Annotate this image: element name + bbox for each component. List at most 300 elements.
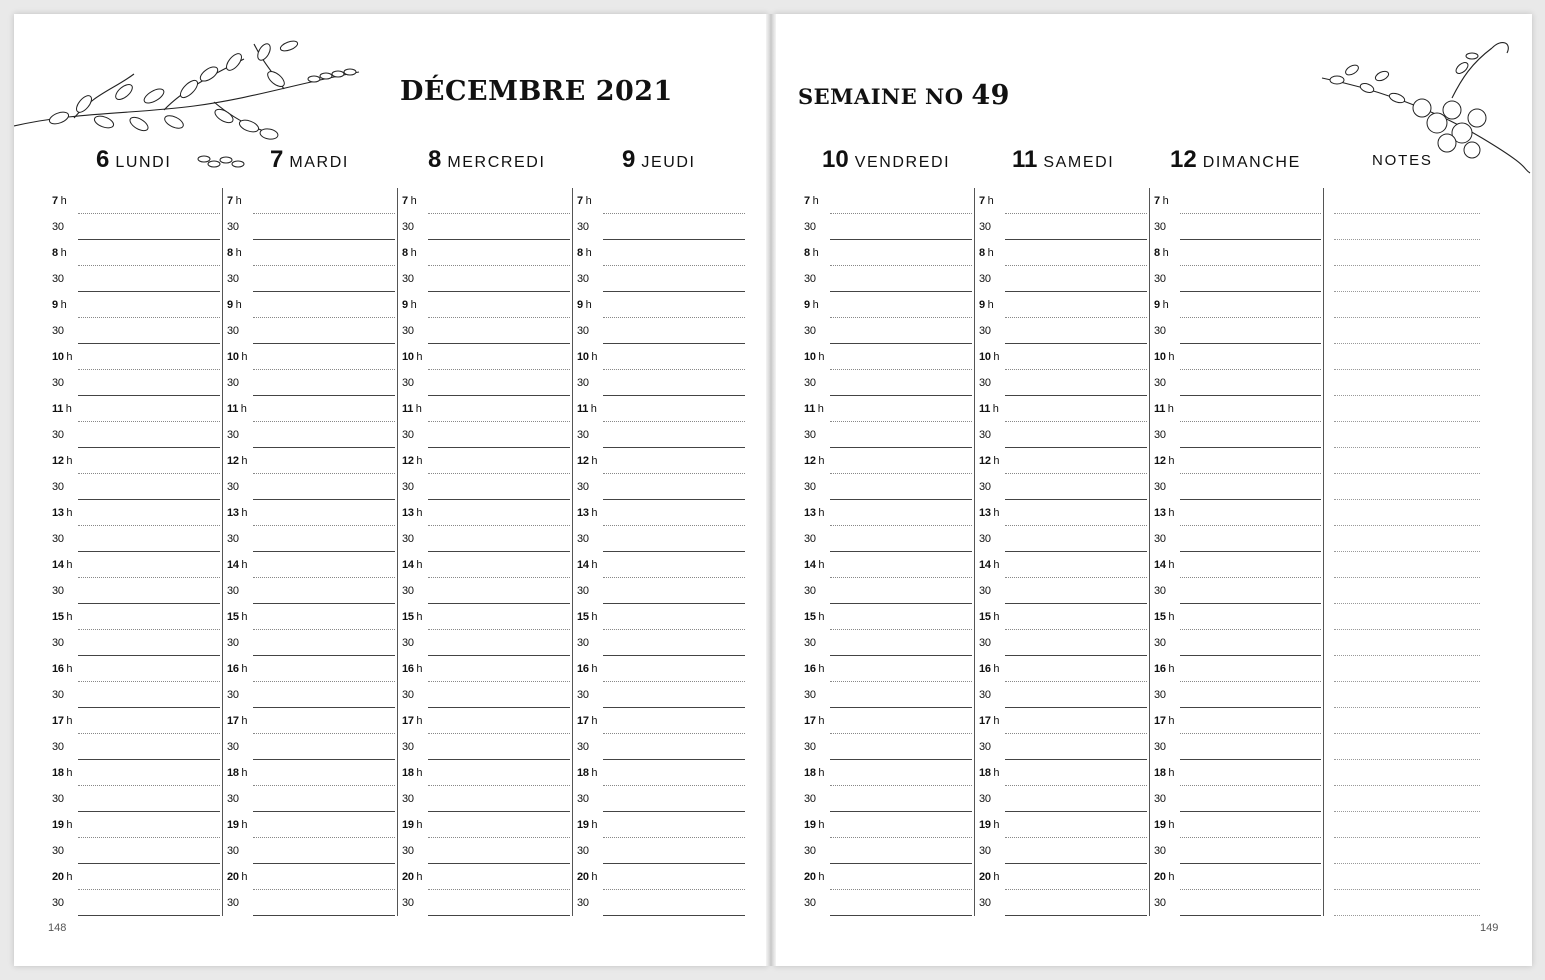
hour-label: 15 h [804, 611, 825, 623]
time-slot-half[interactable] [573, 318, 747, 344]
time-slot-hour[interactable] [1150, 500, 1323, 526]
time-slot-half[interactable] [573, 682, 747, 708]
time-slot-half[interactable] [1150, 682, 1323, 708]
time-slot-hour[interactable] [573, 292, 747, 318]
time-slot-half[interactable] [1150, 578, 1323, 604]
hour-label: 10 h [227, 351, 248, 363]
day-column-jeudi [573, 188, 747, 916]
hour-label: 11 h [979, 403, 999, 415]
time-slot-hour[interactable] [573, 552, 747, 578]
note-line[interactable] [1334, 552, 1480, 578]
time-slot-hour[interactable] [800, 760, 974, 786]
time-slot-hour[interactable] [398, 344, 572, 370]
note-line[interactable] [1334, 578, 1480, 604]
time-slot-half[interactable] [1150, 734, 1323, 760]
time-slot-half[interactable] [223, 318, 397, 344]
note-line[interactable] [1334, 318, 1480, 344]
time-slot-half[interactable] [48, 578, 222, 604]
time-slot-hour[interactable] [398, 292, 572, 318]
time-slot-hour[interactable] [223, 552, 397, 578]
time-slot-hour[interactable] [1150, 344, 1323, 370]
note-line[interactable] [1334, 812, 1480, 838]
time-slot-hour[interactable] [48, 656, 222, 682]
time-slot-hour[interactable] [975, 760, 1149, 786]
time-slot-half[interactable] [48, 214, 222, 240]
note-line[interactable] [1334, 370, 1480, 396]
time-slot-half[interactable] [1150, 890, 1323, 916]
time-slot-hour[interactable] [48, 188, 222, 214]
time-slot-half[interactable] [573, 734, 747, 760]
hour-label: 18 h [402, 767, 423, 779]
time-slot-half[interactable] [975, 630, 1149, 656]
time-slot-half[interactable] [1150, 474, 1323, 500]
time-slot-half[interactable] [975, 578, 1149, 604]
time-slot-hour[interactable] [573, 604, 747, 630]
time-slot-hour[interactable] [398, 500, 572, 526]
time-slot-hour[interactable] [573, 812, 747, 838]
time-slot-hour[interactable] [1150, 552, 1323, 578]
time-slot-hour[interactable] [398, 864, 572, 890]
time-slot-hour[interactable] [975, 708, 1149, 734]
time-slot-hour[interactable] [398, 812, 572, 838]
time-slot-hour[interactable] [398, 396, 572, 422]
half-hour-label: 30 [52, 221, 64, 233]
time-slot-half[interactable] [975, 422, 1149, 448]
time-slot-half[interactable] [573, 786, 747, 812]
time-slot-hour[interactable] [48, 708, 222, 734]
hour-label: 14 h [804, 559, 825, 571]
day-header-mercredi [428, 146, 546, 174]
time-slot-hour[interactable] [800, 708, 974, 734]
time-slot-half[interactable] [573, 474, 747, 500]
time-slot-hour[interactable] [975, 864, 1149, 890]
time-slot-half[interactable] [398, 578, 572, 604]
hour-label: 18 h [804, 767, 825, 779]
time-slot-hour[interactable] [975, 812, 1149, 838]
time-slot-half[interactable] [573, 422, 747, 448]
time-slot-half[interactable] [223, 422, 397, 448]
time-slot-hour[interactable] [223, 188, 397, 214]
note-line[interactable] [1334, 474, 1480, 500]
time-slot-hour[interactable] [1150, 604, 1323, 630]
time-slot-half[interactable] [1150, 266, 1323, 292]
time-slot-half[interactable] [800, 838, 974, 864]
day-header-dimanche [1170, 146, 1301, 174]
time-slot-hour[interactable] [398, 552, 572, 578]
time-slot-hour[interactable] [975, 500, 1149, 526]
time-slot-hour[interactable] [1150, 812, 1323, 838]
time-slot-half[interactable] [800, 890, 974, 916]
hour-label: 7 h [227, 195, 242, 207]
time-slot-half[interactable] [223, 786, 397, 812]
time-slot-half[interactable] [573, 370, 747, 396]
time-slot-hour[interactable] [1150, 864, 1323, 890]
time-slot-half[interactable] [398, 630, 572, 656]
time-slot-hour[interactable] [48, 396, 222, 422]
time-slot-half[interactable] [975, 370, 1149, 396]
time-slot-half[interactable] [48, 474, 222, 500]
time-slot-half[interactable] [800, 214, 974, 240]
half-hour-label: 30 [227, 637, 239, 649]
time-slot-hour[interactable] [223, 708, 397, 734]
time-slot-hour[interactable] [223, 656, 397, 682]
day-name: DIMANCHE [1202, 154, 1301, 171]
half-hour-label: 30 [52, 793, 64, 805]
half-hour-label: 30 [804, 533, 816, 545]
half-hour-label: 30 [1154, 429, 1166, 441]
half-hour-label: 30 [402, 273, 414, 285]
time-slot-half[interactable] [573, 838, 747, 864]
book-gutter [766, 14, 776, 966]
half-hour-label: 30 [804, 273, 816, 285]
time-slot-half[interactable] [48, 526, 222, 552]
time-slot-hour[interactable] [48, 760, 222, 786]
time-slot-half[interactable] [223, 578, 397, 604]
time-slot-hour[interactable] [1150, 396, 1323, 422]
half-hour-label: 30 [804, 585, 816, 597]
half-hour-label: 30 [52, 689, 64, 701]
time-slot-hour[interactable] [1150, 240, 1323, 266]
time-slot-half[interactable] [223, 838, 397, 864]
time-slot-hour[interactable] [800, 292, 974, 318]
time-slot-half[interactable] [1150, 526, 1323, 552]
time-slot-hour[interactable] [573, 240, 747, 266]
time-slot-hour[interactable] [800, 240, 974, 266]
time-slot-half[interactable] [800, 526, 974, 552]
time-slot-hour[interactable] [800, 448, 974, 474]
time-slot-hour[interactable] [573, 396, 747, 422]
time-slot-half[interactable] [1150, 630, 1323, 656]
time-slot-half[interactable] [800, 682, 974, 708]
time-slot-hour[interactable] [975, 240, 1149, 266]
hour-label: 10 h [1154, 351, 1175, 363]
note-line[interactable] [1334, 448, 1480, 474]
time-slot-half[interactable] [573, 214, 747, 240]
half-hour-label: 30 [577, 637, 589, 649]
note-line[interactable] [1334, 292, 1480, 318]
note-line[interactable] [1334, 890, 1480, 916]
time-slot-half[interactable] [48, 422, 222, 448]
time-slot-hour[interactable] [975, 552, 1149, 578]
time-slot-hour[interactable] [573, 656, 747, 682]
hour-label: 11 h [577, 403, 597, 415]
time-slot-hour[interactable] [975, 396, 1149, 422]
time-slot-hour[interactable] [573, 760, 747, 786]
time-slot-half[interactable] [398, 838, 572, 864]
time-slot-half[interactable] [573, 578, 747, 604]
time-slot-half[interactable] [223, 890, 397, 916]
time-slot-half[interactable] [800, 578, 974, 604]
time-slot-half[interactable] [48, 786, 222, 812]
half-hour-label: 30 [1154, 689, 1166, 701]
time-slot-half[interactable] [48, 838, 222, 864]
time-slot-hour[interactable] [975, 344, 1149, 370]
page-number-right: 149 [1480, 922, 1499, 934]
time-slot-half[interactable] [398, 266, 572, 292]
time-slot-hour[interactable] [1150, 708, 1323, 734]
time-slot-hour[interactable] [48, 864, 222, 890]
half-hour-label: 30 [577, 377, 589, 389]
time-slot-half[interactable] [573, 266, 747, 292]
half-hour-label: 30 [1154, 845, 1166, 857]
notes-area[interactable] [1334, 188, 1480, 916]
time-slot-hour[interactable] [573, 864, 747, 890]
time-slot-half[interactable] [975, 214, 1149, 240]
time-slot-hour[interactable] [1150, 292, 1323, 318]
time-slot-half[interactable] [398, 526, 572, 552]
time-slot-half[interactable] [223, 266, 397, 292]
time-slot-half[interactable] [1150, 370, 1323, 396]
half-hour-label: 30 [979, 325, 991, 337]
half-hour-label: 30 [577, 325, 589, 337]
note-line[interactable] [1334, 656, 1480, 682]
time-slot-half[interactable] [48, 318, 222, 344]
note-line[interactable] [1334, 630, 1480, 656]
hour-label: 7 h [402, 195, 417, 207]
time-slot-hour[interactable] [573, 500, 747, 526]
time-slot-half[interactable] [48, 370, 222, 396]
half-hour-label: 30 [402, 585, 414, 597]
time-slot-half[interactable] [398, 318, 572, 344]
time-slot-half[interactable] [800, 474, 974, 500]
time-slot-half[interactable] [800, 630, 974, 656]
time-slot-hour[interactable] [1150, 188, 1323, 214]
time-slot-half[interactable] [800, 422, 974, 448]
note-line[interactable] [1334, 786, 1480, 812]
time-slot-half[interactable] [800, 786, 974, 812]
day-name: VENDREDI [854, 154, 951, 171]
note-line[interactable] [1334, 864, 1480, 890]
page-number-left: 148 [48, 922, 67, 934]
half-hour-label: 30 [227, 325, 239, 337]
time-slot-half[interactable] [48, 266, 222, 292]
half-hour-label: 30 [979, 221, 991, 233]
note-line[interactable] [1334, 838, 1480, 864]
hour-label: 20 h [227, 871, 248, 883]
time-slot-half[interactable] [398, 890, 572, 916]
time-slot-half[interactable] [223, 630, 397, 656]
time-slot-half[interactable] [1150, 214, 1323, 240]
time-slot-hour[interactable] [398, 188, 572, 214]
time-slot-half[interactable] [1150, 422, 1323, 448]
time-slot-hour[interactable] [223, 812, 397, 838]
time-slot-hour[interactable] [48, 500, 222, 526]
time-slot-hour[interactable] [223, 500, 397, 526]
time-slot-hour[interactable] [398, 448, 572, 474]
time-slot-half[interactable] [223, 682, 397, 708]
time-slot-hour[interactable] [48, 552, 222, 578]
time-slot-half[interactable] [48, 734, 222, 760]
time-slot-hour[interactable] [223, 396, 397, 422]
day-number: 12 [1170, 146, 1197, 173]
time-slot-hour[interactable] [223, 344, 397, 370]
time-slot-hour[interactable] [1150, 760, 1323, 786]
note-line[interactable] [1334, 708, 1480, 734]
time-slot-half[interactable] [398, 370, 572, 396]
day-column-mardi [223, 188, 398, 916]
time-slot-half[interactable] [48, 682, 222, 708]
hour-label: 17 h [577, 715, 598, 727]
hour-label: 12 h [577, 455, 598, 467]
time-slot-hour[interactable] [223, 292, 397, 318]
time-slot-half[interactable] [800, 266, 974, 292]
time-slot-half[interactable] [398, 422, 572, 448]
hour-label: 14 h [1154, 559, 1175, 571]
time-slot-hour[interactable] [573, 708, 747, 734]
time-slot-half[interactable] [975, 734, 1149, 760]
time-slot-hour[interactable] [398, 760, 572, 786]
time-slot-half[interactable] [975, 838, 1149, 864]
hour-label: 9 h [577, 299, 592, 311]
time-slot-hour[interactable] [800, 396, 974, 422]
time-slot-hour[interactable] [800, 344, 974, 370]
time-slot-hour[interactable] [800, 552, 974, 578]
time-slot-hour[interactable] [975, 604, 1149, 630]
time-slot-hour[interactable] [1150, 448, 1323, 474]
time-slot-half[interactable] [223, 734, 397, 760]
half-hour-label: 30 [1154, 273, 1166, 285]
half-hour-label: 30 [227, 897, 239, 909]
time-slot-hour[interactable] [48, 604, 222, 630]
half-hour-label: 30 [577, 689, 589, 701]
hour-label: 8 h [979, 247, 994, 259]
time-slot-half[interactable] [48, 890, 222, 916]
time-slot-hour[interactable] [573, 188, 747, 214]
note-line[interactable] [1334, 682, 1480, 708]
time-slot-half[interactable] [975, 266, 1149, 292]
time-slot-half[interactable] [48, 630, 222, 656]
time-slot-half[interactable] [975, 786, 1149, 812]
note-line[interactable] [1334, 266, 1480, 292]
hour-label: 16 h [227, 663, 248, 675]
time-slot-hour[interactable] [573, 344, 747, 370]
time-slot-hour[interactable] [800, 604, 974, 630]
time-slot-half[interactable] [975, 890, 1149, 916]
time-slot-hour[interactable] [1150, 656, 1323, 682]
time-slot-hour[interactable] [573, 448, 747, 474]
hour-label: 16 h [1154, 663, 1175, 675]
time-slot-half[interactable] [1150, 318, 1323, 344]
time-slot-half[interactable] [975, 682, 1149, 708]
time-slot-hour[interactable] [975, 292, 1149, 318]
time-slot-hour[interactable] [48, 448, 222, 474]
time-slot-hour[interactable] [398, 240, 572, 266]
time-slot-hour[interactable] [398, 656, 572, 682]
time-slot-half[interactable] [223, 214, 397, 240]
time-slot-hour[interactable] [223, 240, 397, 266]
time-slot-half[interactable] [800, 370, 974, 396]
note-line[interactable] [1334, 188, 1480, 214]
time-slot-half[interactable] [975, 474, 1149, 500]
time-slot-half[interactable] [398, 786, 572, 812]
note-line[interactable] [1334, 734, 1480, 760]
time-slot-half[interactable] [398, 214, 572, 240]
time-slot-hour[interactable] [48, 240, 222, 266]
half-hour-label: 30 [227, 793, 239, 805]
half-hour-label: 30 [227, 533, 239, 545]
day-number: 9 [622, 146, 636, 173]
time-slot-half[interactable] [975, 526, 1149, 552]
half-hour-label: 30 [804, 325, 816, 337]
time-slot-hour[interactable] [48, 292, 222, 318]
hour-label: 16 h [577, 663, 598, 675]
day-header-samedi [1012, 146, 1114, 174]
hour-label: 20 h [979, 871, 1000, 883]
time-slot-half[interactable] [398, 682, 572, 708]
day-column-mercredi [398, 188, 573, 916]
hour-label: 12 h [227, 455, 248, 467]
hour-label: 16 h [402, 663, 423, 675]
time-slot-half[interactable] [800, 734, 974, 760]
note-line[interactable] [1334, 500, 1480, 526]
hour-label: 10 h [402, 351, 423, 363]
note-line[interactable] [1334, 344, 1480, 370]
time-slot-hour[interactable] [800, 656, 974, 682]
time-slot-half[interactable] [398, 474, 572, 500]
note-line[interactable] [1334, 422, 1480, 448]
time-slot-hour[interactable] [975, 448, 1149, 474]
hour-label: 18 h [1154, 767, 1175, 779]
time-slot-half[interactable] [573, 630, 747, 656]
time-slot-hour[interactable] [48, 344, 222, 370]
hour-label: 11 h [804, 403, 824, 415]
time-slot-half[interactable] [223, 526, 397, 552]
time-slot-half[interactable] [573, 526, 747, 552]
hour-label: 13 h [979, 507, 1000, 519]
time-slot-hour[interactable] [800, 500, 974, 526]
time-slot-hour[interactable] [223, 604, 397, 630]
time-slot-hour[interactable] [800, 812, 974, 838]
hour-label: 17 h [52, 715, 73, 727]
time-slot-hour[interactable] [223, 760, 397, 786]
hour-label: 19 h [402, 819, 423, 831]
hour-label: 16 h [804, 663, 825, 675]
hour-label: 15 h [1154, 611, 1175, 623]
time-slot-hour[interactable] [975, 188, 1149, 214]
time-slot-half[interactable] [1150, 786, 1323, 812]
note-line[interactable] [1334, 604, 1480, 630]
time-slot-hour[interactable] [48, 812, 222, 838]
hour-label: 13 h [227, 507, 248, 519]
day-name: MERCREDI [447, 154, 546, 171]
time-slot-hour[interactable] [398, 708, 572, 734]
hour-label: 12 h [1154, 455, 1175, 467]
note-line[interactable] [1334, 526, 1480, 552]
time-slot-half[interactable] [223, 474, 397, 500]
half-hour-label: 30 [1154, 897, 1166, 909]
note-line[interactable] [1334, 760, 1480, 786]
time-slot-hour[interactable] [398, 604, 572, 630]
time-slot-half[interactable] [975, 318, 1149, 344]
hour-label: 14 h [52, 559, 73, 571]
note-line[interactable] [1334, 396, 1480, 422]
time-slot-half[interactable] [573, 890, 747, 916]
time-slot-hour[interactable] [223, 448, 397, 474]
note-line[interactable] [1334, 240, 1480, 266]
note-line[interactable] [1334, 214, 1480, 240]
time-slot-hour[interactable] [975, 656, 1149, 682]
hour-label: 16 h [979, 663, 1000, 675]
hour-label: 16 h [52, 663, 73, 675]
time-slot-half[interactable] [800, 318, 974, 344]
hour-label: 15 h [577, 611, 598, 623]
time-slot-half[interactable] [398, 734, 572, 760]
time-slot-hour[interactable] [223, 864, 397, 890]
time-slot-half[interactable] [223, 370, 397, 396]
time-slot-hour[interactable] [800, 864, 974, 890]
time-slot-hour[interactable] [800, 188, 974, 214]
time-slot-half[interactable] [1150, 838, 1323, 864]
